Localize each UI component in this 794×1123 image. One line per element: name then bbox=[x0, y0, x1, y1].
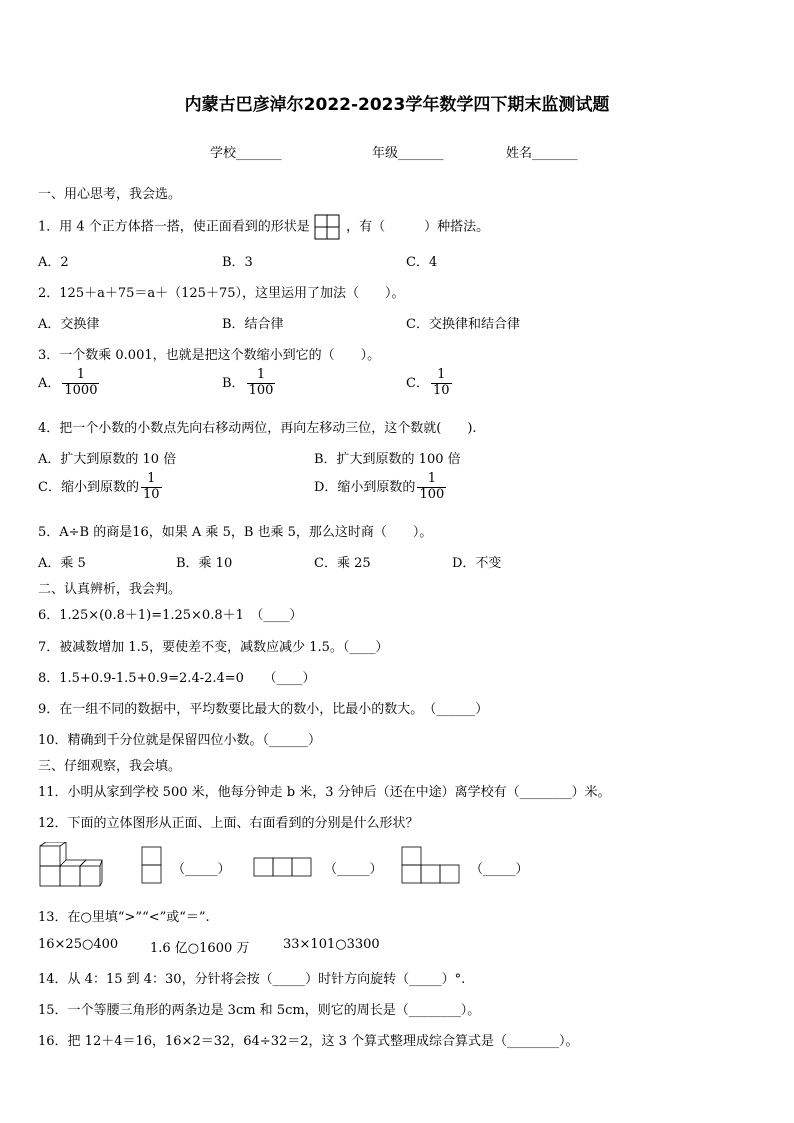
question-15: 15．一个等腰三角形的两条边是 3cm 和 5cm，则它的周长是（________）。 bbox=[38, 1003, 481, 1018]
school-field: 学校_______ bbox=[210, 146, 282, 161]
page-title: 内蒙古巴彦淖尔2022-2023学年数学四下期末监测试题 bbox=[184, 95, 610, 115]
fraction: $\frac{1}{1000}$ bbox=[64, 367, 98, 398]
option-label: C． bbox=[406, 375, 429, 391]
answer-blank[interactable]: （_____） bbox=[470, 862, 529, 877]
option-a: A．扩大到原数的 10 倍 bbox=[38, 452, 177, 467]
option-label: D．缩小到原数的 bbox=[314, 479, 416, 495]
fraction: $\frac{1}{100}$ bbox=[248, 367, 274, 398]
question-1 bbox=[38, 214, 489, 240]
front-view-figure bbox=[140, 846, 164, 886]
side-view-figure bbox=[400, 846, 462, 886]
question-text: 1．用 4 个正方体搭一搭，使正面看到的形状是 bbox=[38, 219, 310, 235]
question-16: 16．把 12＋4＝16，16×2＝32，64÷32＝2，这 3 个算式整理成综合算式是（________）。 bbox=[38, 1034, 579, 1049]
top-view-figure bbox=[252, 856, 314, 878]
question-14: 14．从 4：15 到 4：30，分针将会按（_____）时针方向旋转（_____）°. bbox=[38, 972, 466, 987]
answer-blank[interactable]: （_____） bbox=[172, 862, 231, 877]
question-6: 6．1.25×(0.8＋1)=1.25×0.8＋1 （____） bbox=[38, 608, 303, 623]
question-13: 13．在○里填“>”“<”或“＝”. bbox=[38, 910, 210, 925]
question-8: 8．1.5+0.9-1.5+0.9=2.4-2.4=0 （____） bbox=[38, 671, 316, 686]
option-c bbox=[38, 472, 162, 503]
fraction: $\frac{1}{10}$ bbox=[432, 367, 450, 398]
section-heading: 二、认真辨析，我会判。 bbox=[38, 582, 182, 597]
option-a: A．乘 5 bbox=[38, 556, 86, 571]
fraction: $\frac{1}{10}$ bbox=[142, 471, 160, 502]
option-b: B．结合律 bbox=[222, 317, 284, 332]
compare-item: 16×25○400 bbox=[38, 937, 119, 952]
option-label: B． bbox=[222, 375, 245, 391]
compare-item: 1.6 亿○1600 万 bbox=[150, 941, 250, 956]
question-11: 11．小明从家到学校 500 米，他每分钟走 b 米，3 分钟后（还在中途）离学校有（________）米。 bbox=[38, 785, 611, 800]
option-c: C．乘 25 bbox=[314, 556, 371, 571]
question-2: 2．125＋a＋75＝a＋（125＋75），这里运用了加法（ ）。 bbox=[38, 286, 405, 301]
grade-field: 年级_______ bbox=[372, 146, 444, 161]
fraction: $\frac{1}{100}$ bbox=[419, 471, 445, 502]
option-b bbox=[222, 368, 275, 399]
option-b: B．3 bbox=[222, 255, 253, 270]
question-5: 5．A÷B 的商是16，如果 A 乘 5，B 也乘 5，那么这时商（ ）。 bbox=[38, 525, 433, 540]
front-view-icon bbox=[314, 214, 342, 240]
question-3: 3．一个数乘 0.001，也就是把这个数缩小到它的（ ）。 bbox=[38, 348, 381, 363]
name-field: 姓名_______ bbox=[506, 146, 578, 161]
answer-blank[interactable]: （_____） bbox=[324, 862, 383, 877]
option-c: C．交换律和结合律 bbox=[406, 317, 520, 332]
section-heading: 三、仔细观察，我会填。 bbox=[38, 759, 182, 774]
question-10: 10．精确到千分位就是保留四位小数。（______） bbox=[38, 733, 322, 748]
option-a: A．交换律 bbox=[38, 317, 100, 332]
question-12: 12．下面的立体图形从正面、上面、右面看到的分别是什么形状？ bbox=[38, 816, 419, 831]
option-d: D．不变 bbox=[452, 556, 502, 571]
question-4: 4．把一个小数的小数点先向右移动两位，再向左移动三位，这个数就( ). bbox=[38, 421, 477, 436]
question-9: 9．在一组不同的数据中，平均数要比最大的数小，比最小的数大。 （______） bbox=[38, 702, 489, 717]
compare-item: 33×101○3300 bbox=[283, 937, 380, 952]
solid-figure-icon bbox=[38, 842, 104, 890]
option-label: C．缩小到原数的 bbox=[38, 479, 139, 495]
option-b: B．乘 10 bbox=[176, 556, 233, 571]
section-heading: 一、用心思考，我会选。 bbox=[38, 187, 182, 202]
question-7: 7．被减数增加 1.5，要使差不变，减数应减少 1.5。（____） bbox=[38, 640, 389, 655]
option-label: A． bbox=[38, 375, 61, 391]
option-b: B．扩大到原数的 100 倍 bbox=[314, 452, 461, 467]
option-a bbox=[38, 368, 99, 399]
option-c: C．4 bbox=[406, 255, 438, 270]
option-d bbox=[314, 472, 446, 503]
option-a: A．2 bbox=[38, 255, 69, 270]
question-text: ，有（ ）种搭法。 bbox=[346, 219, 490, 235]
option-c bbox=[406, 368, 452, 399]
